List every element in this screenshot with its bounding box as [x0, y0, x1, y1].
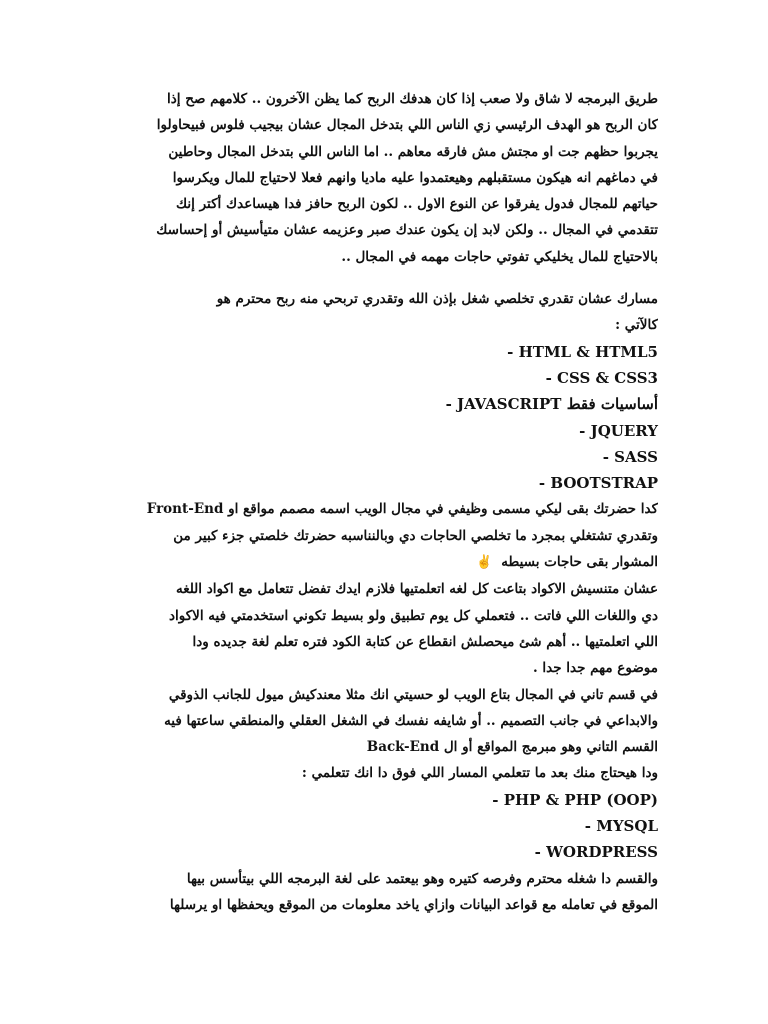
list-item: - CSS & CSS3 [545, 368, 658, 387]
paragraph-intro [110, 86, 658, 270]
text-line: موضوع مهم جدا جدا . [532, 660, 658, 677]
text-line: حياتهم للمجال فدول يفرقوا عن النوع الاول .. لكون الربح حافز فدا هيساعدك أكتر إنك [176, 196, 658, 213]
text-line: كدا حضرتك بقى ليكي مسمى وظيفي في مجال الويب اسمه مصمم مواقع او Front-End [146, 501, 658, 518]
list-item: - SASS [602, 447, 658, 466]
list-item: - MYSQL [584, 817, 658, 836]
text-line: والقسم دا شغله محترم وفرصه كتيره وهو بيعتمد على لغة البرمجه اللي بيتأسس بيها [186, 870, 658, 887]
list-item: - PHP & PHP (OOP) [492, 790, 658, 809]
list-item: - JAVASCRIPT أساسيات فقط [445, 395, 658, 414]
text-line: ودا هيحتاج منك بعد ما تتعلمي المسار اللي فوق دا انك تتعلمي : [301, 765, 658, 782]
list-item: - WORDPRESS [534, 843, 658, 862]
paragraph-gap [110, 270, 658, 286]
text-fragment: المشوار بقى حاجات بسيطه [501, 554, 658, 571]
list-item: - BOOTSTRAP [538, 474, 658, 493]
text-line: تتقدمي في المجال .. ولكن لابد إن يكون عندك صبر وعزيمه عشان متيأسيش أو إحساسك [156, 222, 658, 239]
paragraph-frontend [110, 496, 658, 576]
text-line: كان الربح هو الهدف الرئيسي زي الناس اللي بتدخل المجال عشان بيجيب فلوس فبيحاولوا [156, 117, 658, 134]
frontend-skill-list [110, 339, 658, 497]
text-line: مسارك عشان تقدري تخلصي شغل بإذن الله وتقدري تربحي منه ربح محترم هو [216, 291, 658, 308]
backend-skill-list [110, 787, 658, 866]
text-line: يجربوا حظهم جت او مجتش مش فارقه معاهم .. اما الناس اللي بتدخل المجال وحاطين [168, 143, 658, 160]
list-item: - JQUERY [579, 421, 658, 440]
victory-hand-icon: ✌️ [476, 555, 493, 571]
text-line: اللي اتعلمتيها .. أهم شئ ميحصلش انقطاع عن كتابة الكود فتره تعلم لغة جديده ودا [192, 633, 658, 650]
paragraph-path-intro [110, 286, 658, 339]
text-line: والابداعي في جانب التصميم .. أو شايفه نفسك في الشغل العقلي والمنطقي ساعتها فيه [164, 712, 658, 729]
text-line: طريق البرمجه لا شاق ولا صعب إذا كان هدفك الربح كما يظن الآخرون .. كلامهم صح إذا [167, 91, 658, 107]
text-line: كالآتي : [615, 317, 658, 334]
list-item: - HTML & HTML5 [507, 342, 658, 361]
text-line: دي واللغات اللي فاتت .. فتعملي كل يوم تطبيق ولو بسيط تكوني استخدمتي فيه الاكواد [168, 607, 658, 624]
text-line: وتقدري تشتغلي بمجرد ما تخلصي الحاجات دي وبالنناسبه حضرتك خلصتي جزء كبير من [173, 527, 658, 544]
paragraph-backend [110, 682, 658, 787]
text-line: في قسم تاني في المجال بتاع الويب لو حسيتي انك مثلا معندكيش ميول للجانب الذوقي [168, 686, 658, 703]
text-line: الموقع في تعامله مع قواعد البيانات وازاي ياخد معلومات من الموقع ويحفظها او يرسلها [169, 896, 658, 913]
text-line-with-emoji [110, 549, 658, 576]
text-line: في دماغهم انه هيكون مستقبلهم وهيعتمدوا عليه ماديا وانهم فعلا لاحتياج للمال ويكرسوا [172, 169, 658, 186]
paragraph-practice [110, 576, 658, 681]
paragraph-closing [110, 866, 658, 919]
text-line: بالاحتياج للمال يخليكي تفوتي حاجات مهمه في المجال .. [341, 248, 658, 265]
text-line: القسم التاني وهو مبرمج المواقع أو ال Back-End [366, 739, 658, 756]
text-line: عشان متنسيش الاكواد بتاعت كل لغه اتعلمتيها فلازم ايدك تفضل تتعامل مع اكواد اللغه [175, 581, 658, 598]
